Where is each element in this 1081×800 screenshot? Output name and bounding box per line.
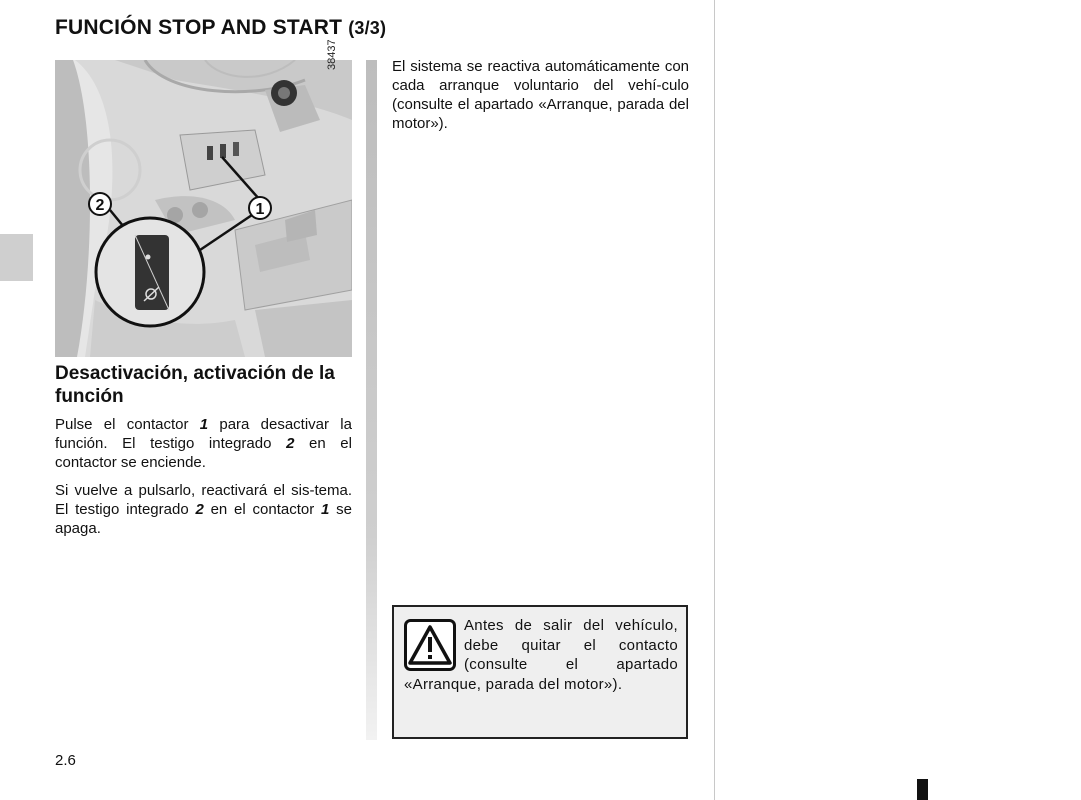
paragraph-reactivate <box>55 481 352 538</box>
warning-box <box>392 605 688 739</box>
chapter-tab <box>0 234 33 281</box>
dashboard-illustration <box>55 60 352 357</box>
p1-text-a: Pulse el contactor <box>55 416 200 433</box>
p2-ref-2: 2 <box>195 501 204 518</box>
dashboard-figure <box>55 60 352 357</box>
callout-1: 1 <box>255 201 265 218</box>
p1-text-b: para desactivar la función. El testigo integrado <box>55 416 352 452</box>
p1-ref-2: 2 <box>286 435 295 452</box>
callout-2: 2 <box>95 197 105 214</box>
figure-number: 38437 <box>326 39 338 70</box>
corner-mark <box>917 779 928 800</box>
column-divider <box>366 60 377 740</box>
margin-rule <box>714 0 715 800</box>
p2-ref-1: 1 <box>321 501 330 518</box>
page-part-indicator: (3/3) <box>348 18 387 38</box>
page-title-text: FUNCIÓN STOP AND START <box>55 16 343 39</box>
section-heading: Desactivación, activación de la función <box>55 363 335 407</box>
warning-text: Antes de salir del vehículo, debe quitar el contacto (consulte el apartado «Arranque, parada del motor»). <box>404 617 678 693</box>
page-title <box>55 16 386 40</box>
page-number: 2.6 <box>55 752 76 769</box>
p2-text-c: se apaga. <box>55 501 352 537</box>
warning-triangle-icon <box>404 619 456 671</box>
paragraph-auto-reactivation: El sistema se reactiva automáticamente con cada arranque voluntario del vehí-culo (consulte el apartado «Arranque, parada del motor»). <box>392 58 689 132</box>
p1-ref-1: 1 <box>199 416 209 433</box>
p2-text-b: en el contactor <box>203 501 322 518</box>
p2-text-a: Si vuelve a pulsarlo, reactivará el sis-tema. El testigo integrado <box>55 482 352 518</box>
paragraph-deactivate <box>55 415 352 472</box>
p1-text-c: en el contactor se enciende. <box>55 435 352 471</box>
